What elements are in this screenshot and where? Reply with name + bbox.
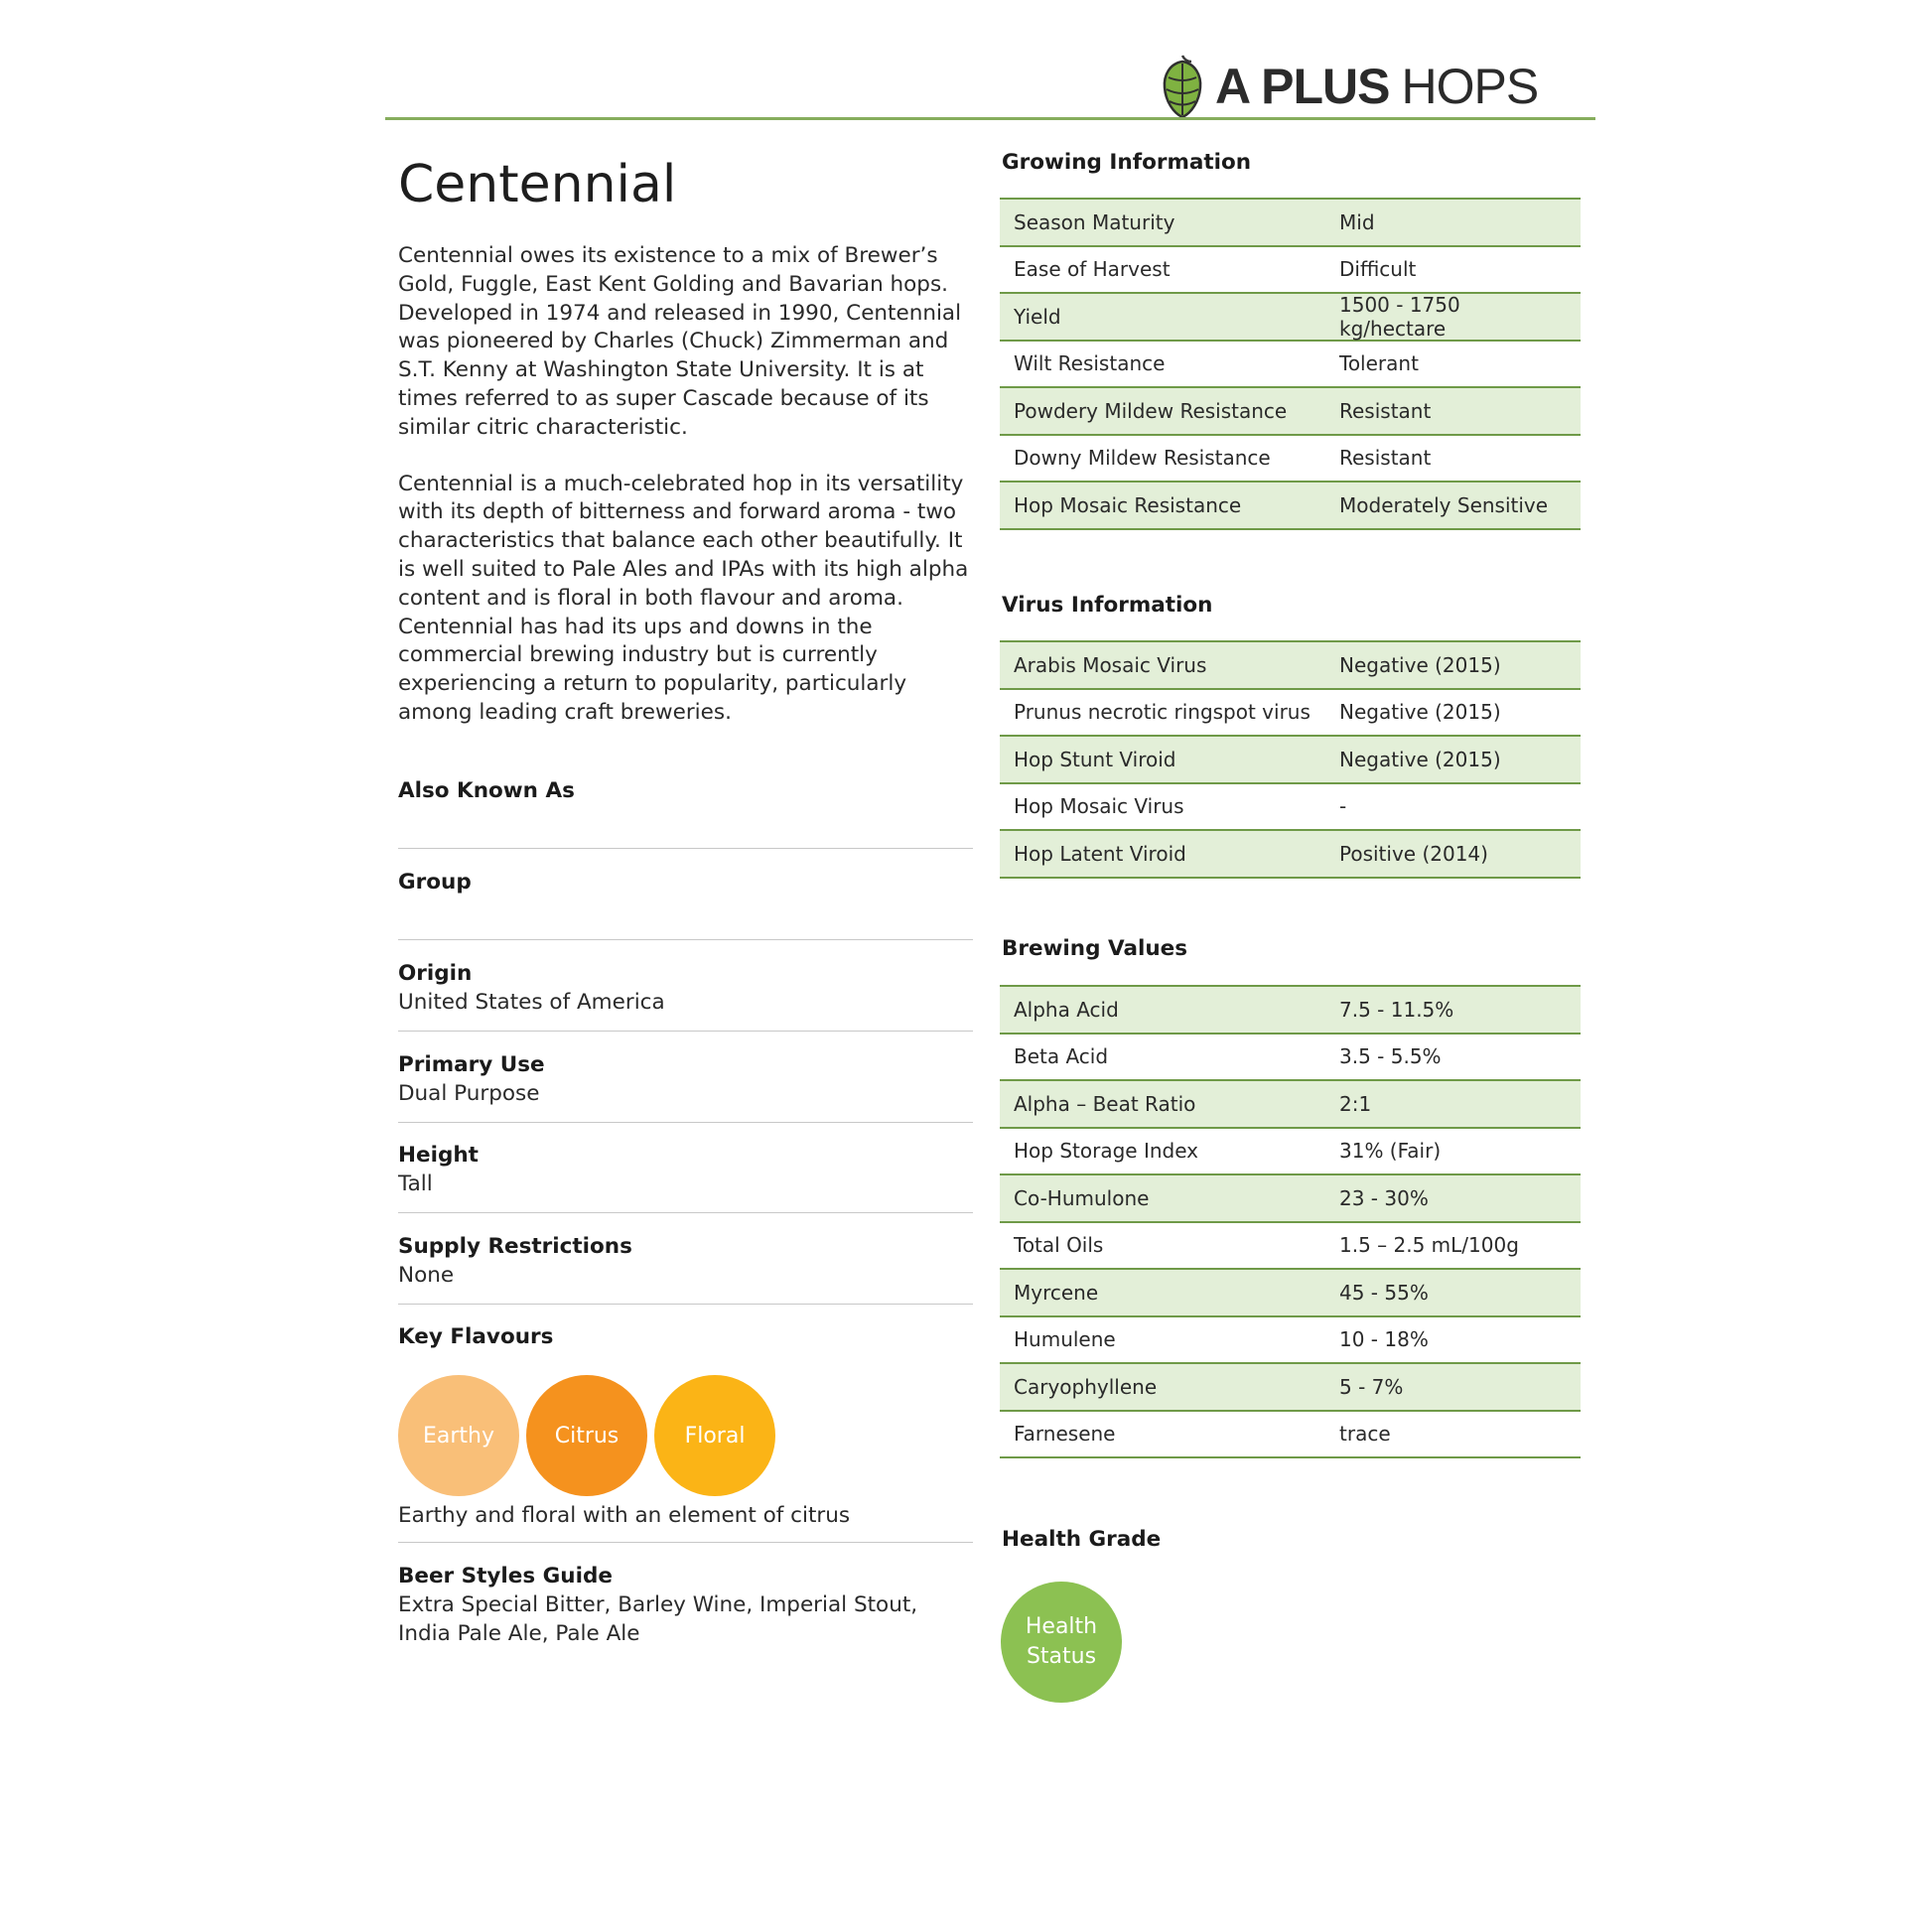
- table-value: 23 - 30%: [1339, 1185, 1429, 1210]
- table-value: 45 - 55%: [1339, 1280, 1429, 1305]
- brand-name-light: HOPS: [1401, 59, 1539, 114]
- table-value: 10 - 18%: [1339, 1327, 1429, 1352]
- description-paragraph-1: Centennial owes its existence to a mix of Brewer’s Gold, Fuggle, East Kent Golding and Bavarian hops. Developed in 1974 and released in 1990, Centennial was pioneered by Charles (Chuck) Zimmerman and S.T. Kenny at Washington State University. It is at times referred to as super Cascade because of its similar citric characteristic.: [398, 243, 962, 440]
- origin-field: [398, 959, 973, 1017]
- key-flavours-summary-field: [398, 1501, 973, 1530]
- table-key: Farnesene: [1014, 1422, 1116, 1447]
- table-value: Positive (2014): [1339, 841, 1488, 866]
- table-row: [1000, 481, 1581, 530]
- table-key: Alpha – Beat Ratio: [1014, 1091, 1196, 1116]
- health-status-line-1: Health: [1025, 1614, 1098, 1639]
- origin-label: Origin: [398, 961, 473, 986]
- description-paragraph-2: Centennial is a much-celebrated hop in its versatility with its depth of bitterness and forward aroma - two characteristics that balance each other beautifully. It is well suited to Pale Ales and IPAs with its high alpha content and is floral in both flavour and aroma. Centennial has had its ups and downs in the commercial brewing industry but is currently experiencing a return to popularity, particularly among leading craft breweries.: [398, 471, 969, 725]
- table-key: Hop Latent Viroid: [1014, 841, 1186, 866]
- primary-use-label: Primary Use: [398, 1052, 545, 1077]
- page-title: Centennial: [398, 155, 677, 214]
- table-row: [1000, 1221, 1581, 1269]
- brand-name-strong: A PLUS: [1215, 59, 1390, 114]
- growing-info-title: Growing Information: [1002, 150, 1252, 175]
- beer-styles-line-2: India Pale Ale, Pale Ale: [398, 1621, 640, 1646]
- table-row: [1000, 245, 1581, 293]
- table-value: Resistant: [1339, 446, 1432, 471]
- health-grade-title: Health Grade: [1002, 1527, 1162, 1552]
- table-row: [1000, 1268, 1581, 1315]
- table-row: [1000, 1173, 1581, 1221]
- beer-styles-line-1: Extra Special Bitter, Barley Wine, Imperial Stout,: [398, 1592, 918, 1617]
- divider: [398, 1212, 973, 1213]
- group-label: Group: [398, 870, 472, 895]
- table-row: [1000, 292, 1581, 340]
- table-key: Hop Storage Index: [1014, 1139, 1198, 1164]
- table-value: Resistant: [1339, 398, 1432, 423]
- flavour-bubble-floral: Floral: [654, 1375, 775, 1496]
- header-divider: [385, 117, 1595, 120]
- table-row: [1000, 1315, 1581, 1363]
- beer-styles-label: Beer Styles Guide: [398, 1564, 613, 1588]
- divider: [398, 1542, 973, 1543]
- table-key: Beta Acid: [1014, 1044, 1109, 1069]
- brand-logo: [1160, 52, 1538, 121]
- height-field: [398, 1141, 973, 1198]
- virus-info-title: Virus Information: [1002, 593, 1213, 618]
- divider: [398, 848, 973, 849]
- table-row: [1000, 829, 1581, 879]
- height-value: Tall: [398, 1172, 433, 1196]
- divider: [398, 1304, 973, 1305]
- table-value: Negative (2015): [1339, 652, 1501, 677]
- table-row: [1000, 985, 1581, 1033]
- origin-value: United States of America: [398, 990, 665, 1015]
- table-key: Ease of Harvest: [1014, 257, 1171, 282]
- supply-restrictions-field: [398, 1232, 973, 1290]
- height-label: Height: [398, 1143, 479, 1168]
- table-row: [1000, 735, 1581, 782]
- table-key: Hop Stunt Viroid: [1014, 747, 1176, 771]
- health-status-badge: [1001, 1582, 1122, 1703]
- key-flavours-summary: Earthy and floral with an element of citrus: [398, 1503, 851, 1528]
- table-key: Hop Mosaic Virus: [1014, 794, 1184, 819]
- table-value: 1.5 – 2.5 mL/100g: [1339, 1233, 1519, 1258]
- table-value: Mid: [1339, 209, 1375, 234]
- table-key: Arabis Mosaic Virus: [1014, 652, 1207, 677]
- table-row: [1000, 434, 1581, 482]
- table-value: 31% (Fair): [1339, 1139, 1442, 1164]
- table-value: 3.5 - 5.5%: [1339, 1044, 1442, 1069]
- yield-value-line-2: kg/hectare: [1339, 316, 1447, 341]
- table-key: Caryophyllene: [1014, 1374, 1158, 1399]
- table-value: [1339, 293, 1581, 341]
- table-key: Yield: [1014, 304, 1061, 329]
- primary-use-field: [398, 1050, 973, 1108]
- key-flavours-label: Key Flavours: [398, 1324, 554, 1349]
- table-key: Total Oils: [1014, 1233, 1104, 1258]
- key-flavours-list: [398, 1375, 782, 1496]
- flavour-bubble-citrus: Citrus: [526, 1375, 647, 1496]
- table-key: Powdery Mildew Resistance: [1014, 398, 1288, 423]
- group-field: [398, 868, 973, 897]
- table-value: 7.5 - 11.5%: [1339, 997, 1454, 1022]
- growing-info-table: [1000, 198, 1581, 530]
- table-row: [1000, 782, 1581, 830]
- table-key: Co-Humulone: [1014, 1185, 1150, 1210]
- table-value: trace: [1339, 1422, 1391, 1447]
- table-key: Alpha Acid: [1014, 997, 1119, 1022]
- table-key: Hop Mosaic Resistance: [1014, 492, 1242, 517]
- virus-info-table: [1000, 640, 1581, 879]
- divider: [398, 1122, 973, 1123]
- divider: [398, 1031, 973, 1032]
- yield-value-line-1: 1500 - 1750: [1339, 292, 1460, 317]
- brand-name: [1215, 58, 1538, 115]
- table-key: Wilt Resistance: [1014, 351, 1166, 376]
- hop-overview: [398, 149, 978, 728]
- divider: [398, 939, 973, 940]
- table-value: 5 - 7%: [1339, 1374, 1404, 1399]
- brewing-values-table: [1000, 985, 1581, 1458]
- table-row: [1000, 1410, 1581, 1459]
- table-key: Humulene: [1014, 1327, 1116, 1352]
- table-row: [1000, 340, 1581, 387]
- supply-restrictions-value: None: [398, 1263, 455, 1288]
- table-value: Moderately Sensitive: [1339, 492, 1549, 517]
- beer-styles-field: [398, 1562, 973, 1648]
- table-value: Negative (2015): [1339, 747, 1501, 771]
- table-row: [1000, 386, 1581, 434]
- also-known-as-label: Also Known As: [398, 778, 575, 803]
- table-value: Tolerant: [1339, 351, 1419, 376]
- brewing-values-title: Brewing Values: [1002, 936, 1188, 961]
- table-row: [1000, 1033, 1581, 1080]
- table-row: [1000, 1127, 1581, 1174]
- table-value: 2:1: [1339, 1091, 1372, 1116]
- primary-use-value: Dual Purpose: [398, 1081, 540, 1106]
- also-known-as-field: [398, 776, 973, 805]
- table-key: Prunus necrotic ringspot virus: [1014, 700, 1311, 725]
- table-row: [1000, 640, 1581, 688]
- key-flavours-field: [398, 1322, 973, 1351]
- table-value: Negative (2015): [1339, 700, 1501, 725]
- table-row: [1000, 1079, 1581, 1127]
- table-row: [1000, 198, 1581, 245]
- table-value: Difficult: [1339, 257, 1417, 282]
- table-row: [1000, 1362, 1581, 1410]
- table-key: Myrcene: [1014, 1280, 1099, 1305]
- flavour-bubble-earthy: Earthy: [398, 1375, 519, 1496]
- table-key: Downy Mildew Resistance: [1014, 446, 1271, 471]
- hop-cone-icon: [1160, 54, 1205, 119]
- health-status-line-2: Status: [1026, 1644, 1097, 1669]
- table-value: -: [1339, 794, 1347, 819]
- supply-restrictions-label: Supply Restrictions: [398, 1234, 632, 1259]
- table-row: [1000, 688, 1581, 736]
- table-key: Season Maturity: [1014, 209, 1175, 234]
